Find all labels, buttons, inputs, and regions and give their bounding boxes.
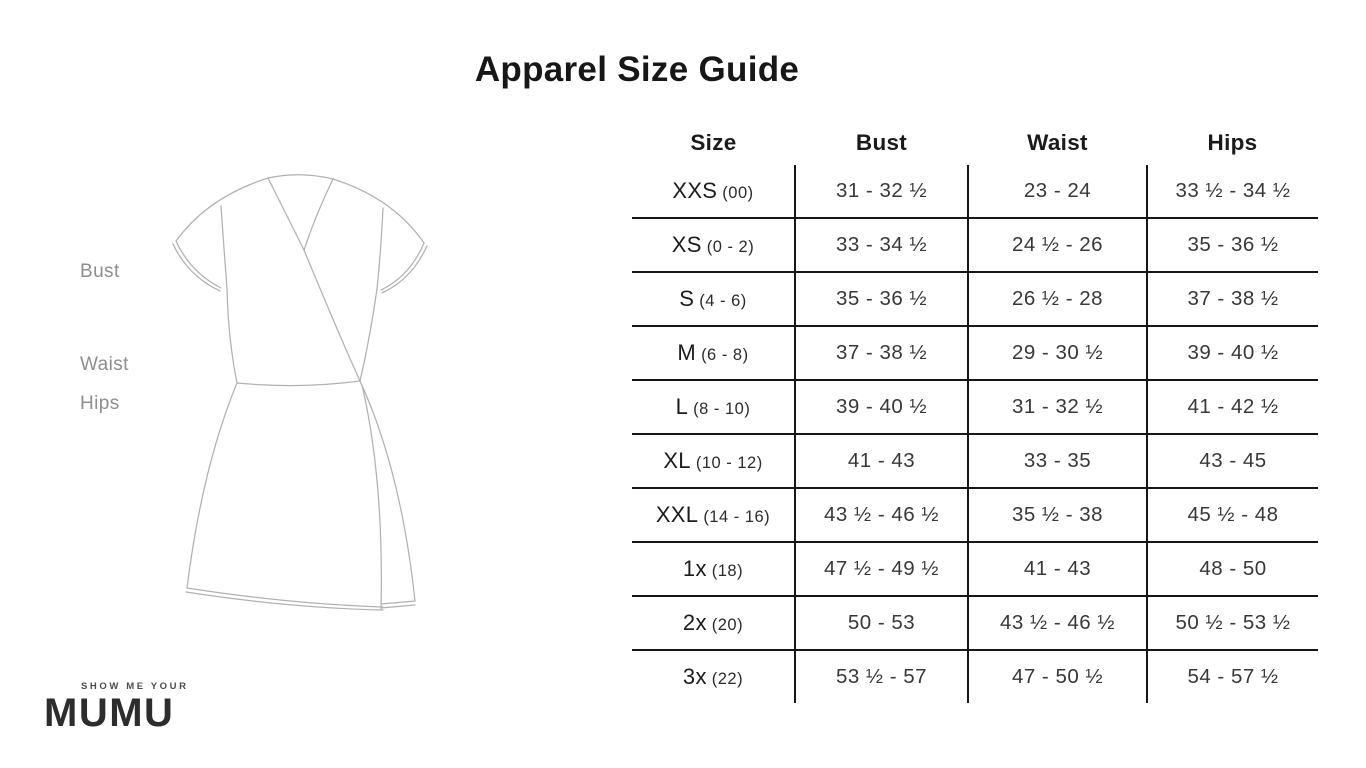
- cell-bust: 31 - 32 ½: [795, 165, 968, 218]
- table-row: [632, 218, 1318, 272]
- hips-label: Hips: [80, 393, 120, 414]
- cell-hips: 50 ½ - 53 ½: [1147, 596, 1318, 650]
- dress-right-sleeve: [333, 179, 424, 243]
- cell-waist: 23 - 24: [968, 165, 1147, 218]
- column-header-hips: Hips: [1207, 130, 1258, 155]
- cell-hips: 41 - 42 ½: [1147, 380, 1318, 434]
- dress-right-sleeve-hem2: [382, 246, 427, 293]
- cell-size: 3x (22): [632, 650, 795, 703]
- cell-size: XXL (14 - 16): [632, 488, 795, 542]
- dress-left-sleeve: [176, 178, 268, 241]
- cell-bust: 47 ½ - 49 ½: [795, 542, 968, 596]
- cell-hips: 33 ½ - 34 ½: [1147, 165, 1318, 218]
- dress-wrap-edge: [268, 178, 360, 381]
- cell-hips: 37 - 38 ½: [1147, 272, 1318, 326]
- cell-waist: 43 ½ - 46 ½: [968, 596, 1147, 650]
- cell-bust: 33 - 34 ½: [795, 218, 968, 272]
- cell-waist: 24 ½ - 26: [968, 218, 1147, 272]
- dress-left-side-seam: [227, 288, 237, 383]
- dress-skirt-right-outer: [360, 381, 415, 601]
- dress-overlap-hem: [381, 601, 415, 604]
- bust-label: Bust: [80, 261, 120, 282]
- size-table-header-row: [632, 121, 1318, 165]
- cell-size: S (4 - 6): [632, 272, 795, 326]
- cell-size: L (8 - 10): [632, 380, 795, 434]
- brand-logo: [44, 681, 189, 735]
- cell-bust: 35 - 36 ½: [795, 272, 968, 326]
- cell-hips: 48 - 50: [1147, 542, 1318, 596]
- table-row: [632, 488, 1318, 542]
- cell-waist: 47 - 50 ½: [968, 650, 1147, 703]
- dress-neck-line: [268, 175, 333, 179]
- dress-skirt-left: [187, 383, 237, 588]
- cell-size: XXS (00): [632, 165, 795, 218]
- table-row: [632, 434, 1318, 488]
- cell-size: XS (0 - 2): [632, 218, 795, 272]
- cell-bust: 37 - 38 ½: [795, 326, 968, 380]
- column-header-size: Size: [690, 130, 737, 155]
- dress-right-side-seam: [360, 289, 377, 381]
- size-table-body: [632, 165, 1318, 703]
- dress-right-armhole: [377, 208, 383, 289]
- size-table: [632, 121, 1318, 703]
- logo-tagline: SHOW ME YOUR: [81, 681, 189, 692]
- cell-waist: 33 - 35: [968, 434, 1147, 488]
- column-header-bust: Bust: [855, 130, 908, 155]
- cell-waist: 26 ½ - 28: [968, 272, 1147, 326]
- cell-hips: 39 - 40 ½: [1147, 326, 1318, 380]
- cell-bust: 43 ½ - 46 ½: [795, 488, 968, 542]
- waist-label: Waist: [80, 354, 129, 375]
- cell-bust: 39 - 40 ½: [795, 380, 968, 434]
- cell-bust: 50 - 53: [795, 596, 968, 650]
- dress-v-right: [304, 179, 333, 250]
- table-row: [632, 380, 1318, 434]
- table-row: [632, 542, 1318, 596]
- cell-bust: 41 - 43: [795, 434, 968, 488]
- dress-left-sleeve-hem2: [173, 244, 220, 291]
- cell-size: XL (10 - 12): [632, 434, 795, 488]
- cell-hips: 43 - 45: [1147, 434, 1318, 488]
- cell-hips: 54 - 57 ½: [1187, 665, 1279, 688]
- dress-skirt-overlap-edge: [362, 385, 381, 610]
- dress-skirt-hem: [187, 588, 383, 607]
- dress-overlap-hem2: [381, 605, 415, 608]
- cell-waist: 35 ½ - 38: [968, 488, 1147, 542]
- table-row: [632, 596, 1318, 650]
- dress-left-armhole: [221, 206, 227, 288]
- cell-hips: 45 ½ - 48: [1147, 488, 1318, 542]
- dress-right-sleeve-hem: [381, 243, 424, 290]
- cell-size: M (6 - 8): [632, 326, 795, 380]
- cell-bust: 53 ½ - 57: [795, 650, 968, 703]
- column-header-waist: Waist: [1027, 130, 1088, 155]
- dress-skirt-hem2: [186, 592, 383, 610]
- page-title: Apparel Size Guide: [474, 50, 800, 90]
- table-row: [632, 272, 1318, 326]
- table-row: [632, 326, 1318, 380]
- table-row: [632, 650, 1318, 703]
- cell-waist: 41 - 43: [968, 542, 1147, 596]
- logo-brand: MUMU: [44, 691, 175, 735]
- dress-waist-seam: [237, 381, 360, 386]
- cell-waist: 31 - 32 ½: [968, 380, 1147, 434]
- cell-hips: 35 - 36 ½: [1147, 218, 1318, 272]
- cell-waist: 29 - 30 ½: [968, 326, 1147, 380]
- cell-size: 1x (18): [632, 542, 795, 596]
- table-row: [632, 165, 1318, 218]
- cell-size: 2x (20): [632, 596, 795, 650]
- dress-left-sleeve-hem: [176, 241, 221, 288]
